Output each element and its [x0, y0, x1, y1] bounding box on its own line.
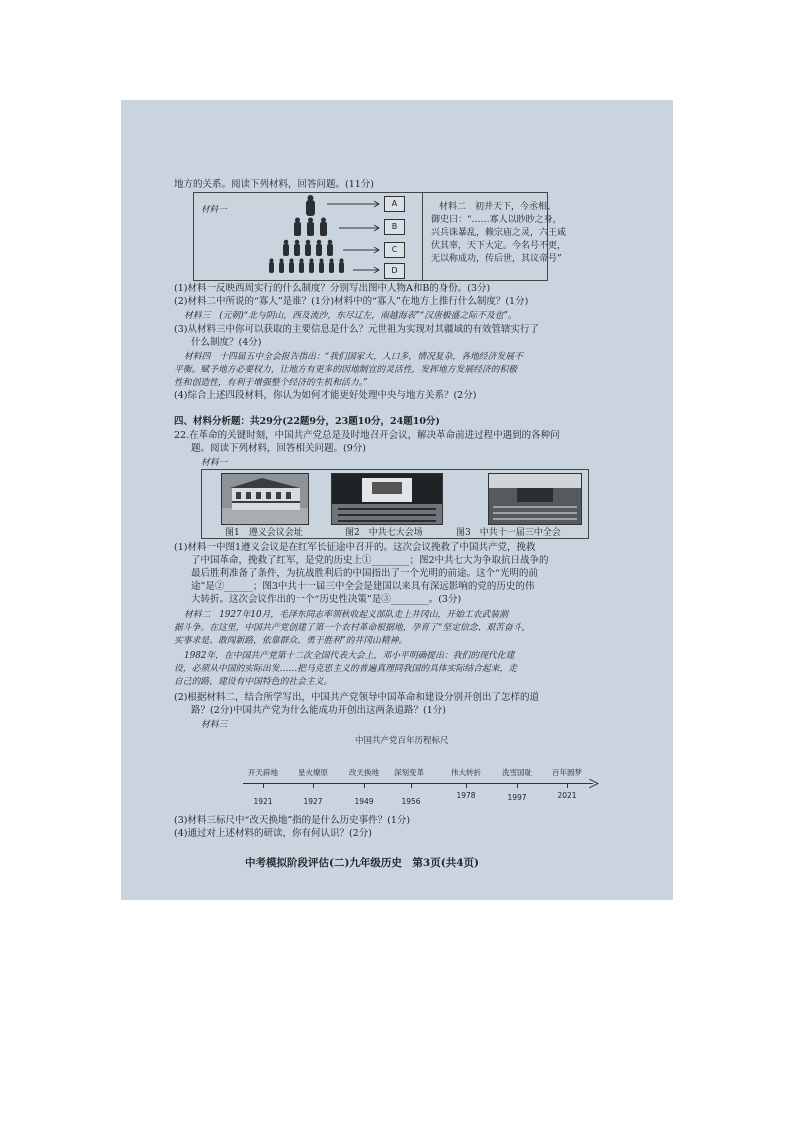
timeline-label: 伟大转折: [451, 768, 481, 777]
question-22-stem: 22.在革命的关键时刻，中国共产党总是及时地召开会议，解决革命前进过程中遇到的各种问: [174, 430, 560, 441]
figure-2-caption: 图2 中共七大会场: [345, 528, 423, 538]
material-4-cont: 性和创造性，有利于增强整个经济的生机和活力。”: [174, 378, 368, 388]
exam-page: [121, 100, 673, 900]
timeline-year: 1949: [354, 797, 374, 806]
timeline-label: 深刻变革: [394, 768, 424, 777]
material-1-label: 材料一: [201, 205, 227, 215]
material-22-3-label: 材料三: [201, 720, 228, 730]
timeline-tick: [466, 783, 467, 788]
timeline-tick: [263, 783, 264, 788]
timeline-year: 1997: [507, 793, 527, 802]
timeline-tick: [411, 783, 412, 788]
part-1-cont: 了中国革命，挽救了红军，是党的历史上①________；图2中共七大为争取抗日战争的: [191, 555, 549, 566]
timeline-tick: [517, 783, 518, 788]
material-4: 材料四 十四届五中全会报告指出：“我们国家大，人口多，情况复杂，各地经济发展不: [184, 352, 523, 362]
timeline-tick: [567, 783, 568, 788]
material-22-2-cont: 1982年，在中国共产党第十二次全国代表大会上，邓小平明确提出：我们的现代化建: [184, 651, 515, 661]
section-title: 四、材料分析题：共29分(22题9分，23题10分，24题10分): [174, 416, 440, 427]
question-2: (2)材料二中所说的“寡人”是谁？(1分)材料中的“寡人”在地方上推行什么制度？(1分): [174, 296, 529, 307]
figure-3-caption: 图3 中共十一届三中全会: [456, 528, 561, 538]
timeline-label: 开天辟地: [248, 768, 278, 777]
material-2-line: 材料二 初并天下，今丞相、: [439, 202, 557, 212]
timeline-tick: [313, 783, 314, 788]
material-22-1-label: 材料一: [201, 458, 228, 468]
part-2-cont: 路？(2分)中国共产党为什么能成功开创出这两条道路？(1分): [191, 705, 446, 716]
part-3: (3)材料三标尺中“改天换地”指的是什么历史事件？(1分): [174, 815, 411, 826]
timeline-year: 1956: [401, 797, 421, 806]
material-2-line: 兴兵诛暴乱，赖宗庙之灵，六王咸: [431, 228, 567, 238]
material-22-2-cont: 自己的路，建设有中国特色的社会主义。: [174, 677, 333, 687]
question-3: (3)从材料三中你可以获取的主要信息是什么？元世祖为实现对其疆域的有效管辖实行了: [174, 324, 539, 335]
material-2-line: 伏其辜，天下大定。今名号不更，: [431, 241, 567, 251]
timeline-label: 改天换地: [349, 768, 379, 777]
timeline-axis: [243, 783, 593, 784]
question-3-cont: 什么制度？(4分): [191, 337, 262, 348]
material-22-2-cont: 实事求是、敢闯新路，依靠群众、勇于胜利”的井冈山精神。: [174, 636, 408, 646]
timeline-label: 洗雪国耻: [502, 768, 532, 777]
material-22-2-cont: 据斗争。在这里，中国共产党创建了第一个农村革命根据地，孕育了“坚定信念、艰苦奋斗，: [174, 623, 531, 633]
pyramid-box-a: A: [384, 196, 405, 212]
timeline-title: 中国共产党百年历程标尺: [355, 736, 449, 746]
timeline-year: 1921: [253, 797, 273, 806]
pyramid-box-c: C: [384, 242, 405, 258]
part-1-cont: 大转折。这次会议作出的一个“历史性决策”是③________。(3分): [191, 594, 462, 605]
part-1-cont: 途”是②______；图3中共十一届三中全会是建国以来具有深远影响的党的历史的伟: [191, 581, 535, 592]
material-2-line: 御史曰：“……寡人以眇眇之身，: [431, 215, 562, 225]
seventh-congress-photo: [331, 473, 443, 525]
figure-1-caption: 图1 遵义会议会址: [225, 528, 303, 538]
intro-line: 地方的关系。阅读下列材料，回答问题。(11分): [174, 179, 375, 190]
material-22-2: 材料二 1927年10月，毛泽东同志率领秋收起义部队走上井冈山，开始工农武装割: [184, 610, 508, 620]
timeline-year: 2021: [557, 791, 577, 800]
part-4: (4)通过对上述材料的研读，你有何认识？(2分): [174, 828, 372, 839]
timeline-arrow-icon: [589, 779, 599, 788]
part-1-cont: 最后胜利准备了条件，为抗战胜利后的中国指出了一个光明的前途。这个“光明的前: [191, 568, 538, 579]
question-4: (4)综合上述四段材料，你认为如何才能更好处理中央与地方关系？(2分): [174, 390, 477, 401]
question-1: (1)材料一反映西周实行的什么制度？分别写出图中人物A和B的身份。(3分): [174, 283, 491, 294]
material-2-line: 无以称成功，传后世，其议帝号”: [431, 254, 562, 264]
material-22-2-cont: 设，必须从中国的实际出发……把马克思主义的普遍真理同我国的具体实际结合起来，走: [174, 664, 518, 674]
feudal-pyramid-figure: [261, 192, 401, 278]
timeline-label: 星火燎原: [298, 768, 328, 777]
third-plenum-photo: [488, 473, 582, 525]
part-2: (2)根据材料二，结合所学写出，中国共产党领导中国革命和建设分别开创出了怎样的道: [174, 692, 539, 703]
timeline-label: 百年圆梦: [552, 768, 582, 777]
zunyi-photo: [221, 473, 309, 525]
page-footer: 中考模拟阶段评估(二)九年级历史 第3页(共4页): [245, 857, 479, 869]
timeline-tick: [364, 783, 365, 788]
question-22-stem-cont: 题。阅读下列材料，回答相关问题。(9分): [191, 443, 366, 454]
material-4-cont: 平衡。赋予地方必要权力，让地方有更多的因地制宜的灵活性，发挥地方发展经济的积极: [174, 365, 518, 375]
material-3: 材料三 (元朝)“北与阴山，西及流沙，东尽辽左，南越海表”“汉唐极盛之际不及也”。: [184, 311, 517, 321]
timeline-year: 1927: [303, 797, 323, 806]
pyramid-box-b: B: [384, 219, 405, 235]
pyramid-box-d: D: [384, 263, 405, 279]
part-1: (1)材料一中图1遵义会议是在红军长征途中召开的。这次会议挽救了中国共产党，挽救: [174, 542, 536, 553]
timeline-year: 1978: [456, 791, 476, 800]
